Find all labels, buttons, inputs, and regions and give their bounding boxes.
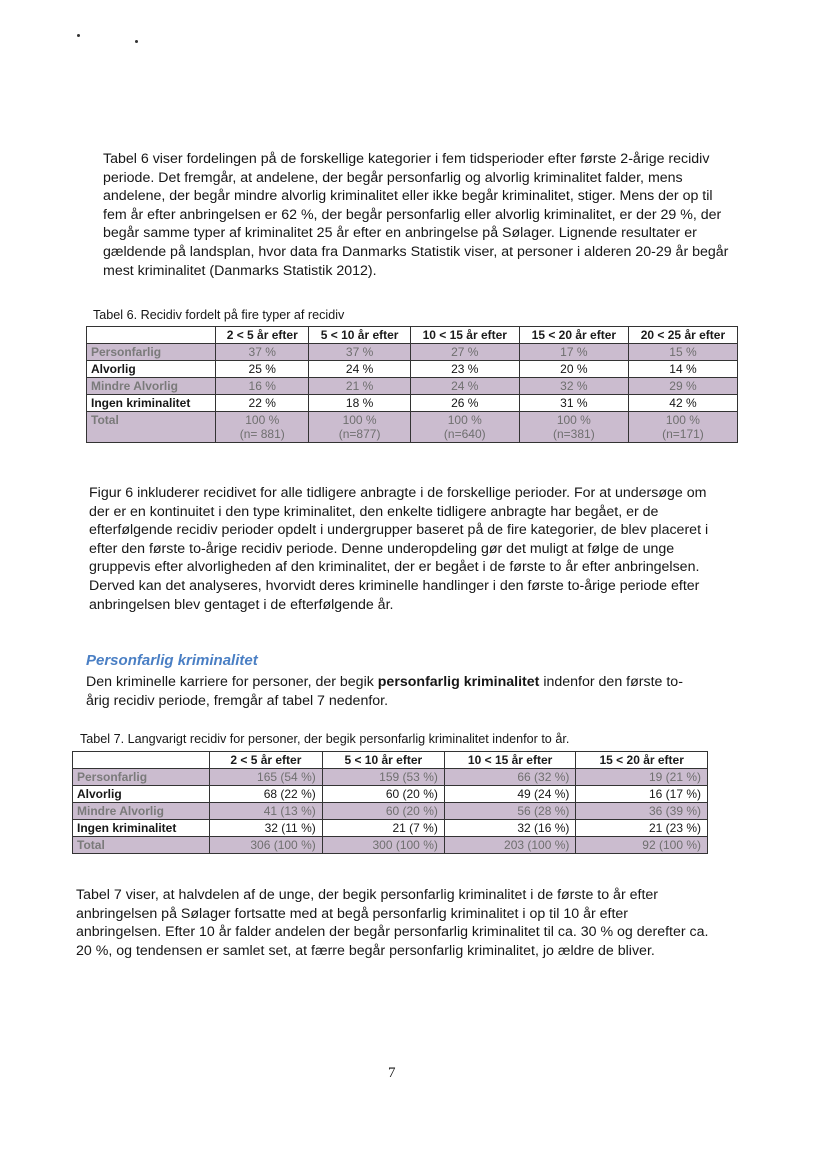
table7-caption: Tabel 7. Langvarigt recidiv for personer, der begik personfarlig kriminalitet indenfor to år. xyxy=(80,732,570,746)
table6-row-label: Personfarlig xyxy=(87,344,216,361)
table7-cell: 66 (32 %) xyxy=(444,769,576,786)
table6-cell: 31 % xyxy=(519,395,628,412)
table6-row-label: Total xyxy=(87,412,216,443)
table7-cell: 203 (100 %) xyxy=(444,837,576,854)
table7-header-row xyxy=(73,752,708,769)
table7-row-label: Mindre Alvorlig xyxy=(73,803,210,820)
table6-total-n: (n=381) xyxy=(553,427,595,441)
table6-header-col: 15 < 20 år efter xyxy=(519,327,628,344)
table6-total-cell xyxy=(410,412,519,443)
page-number: 7 xyxy=(388,1065,396,1081)
table6-header-col: 10 < 15 år efter xyxy=(410,327,519,344)
table7-cell: 60 (20 %) xyxy=(322,803,444,820)
figure6-paragraph xyxy=(89,484,729,614)
table6-cell: 42 % xyxy=(628,395,737,412)
table7-row xyxy=(73,786,708,803)
table7-cell: 306 (100 %) xyxy=(210,837,323,854)
table6-cell: 16 % xyxy=(216,378,309,395)
table6-header-corner xyxy=(87,327,216,344)
table7-cell: 60 (20 %) xyxy=(322,786,444,803)
table6-total-cell xyxy=(519,412,628,443)
table7-paragraph-text: Tabel 7 viser, at halvdelen af de unge, der begik personfarlig kriminalitet i de første to år efter anbringelsen på Sølager fortsatte med at begå personfarlig kriminalitet i op til 10 år efter anbringelsen. Efter 10 år falder andelen der begår personfarlig kriminalitet til ca. 30 % og derefter ca. 20 %, og tendensen er samlet set, at færre begår personfarlig kriminalitet, jo ældre de bliver. xyxy=(76,887,709,959)
table7-cell: 16 (17 %) xyxy=(576,786,708,803)
table7-header-col: 10 < 15 år efter xyxy=(444,752,576,769)
table7-row-label: Alvorlig xyxy=(73,786,210,803)
table6-header-col: 20 < 25 år efter xyxy=(628,327,737,344)
scan-speck xyxy=(135,40,138,43)
table6-cell: 22 % xyxy=(216,395,309,412)
table6-row-label: Alvorlig xyxy=(87,361,216,378)
table6-total-n: (n=640) xyxy=(443,427,486,441)
scan-speck xyxy=(77,34,80,37)
table6-cell: 20 % xyxy=(519,361,628,378)
section-heading: Personfarlig kriminalitet xyxy=(86,652,258,669)
table6-total-cell xyxy=(216,412,309,443)
section-paragraph-text xyxy=(86,673,706,710)
table6-cell: 17 % xyxy=(519,344,628,361)
table7-cell: 49 (24 %) xyxy=(444,786,576,803)
section-paragraph-start: Den kriminelle karriere for personer, der begik xyxy=(86,674,378,690)
table7-header-corner xyxy=(73,752,210,769)
section-paragraph xyxy=(86,673,706,710)
table7-cell: 56 (28 %) xyxy=(444,803,576,820)
table7-cell: 21 (23 %) xyxy=(576,820,708,837)
table6-cell: 18 % xyxy=(309,395,410,412)
table6-row xyxy=(87,361,738,378)
table7-paragraph xyxy=(76,886,710,960)
table6-total-n: (n=877) xyxy=(338,427,381,441)
table7-row-label: Ingen kriminalitet xyxy=(73,820,210,837)
table7-cell: 68 (22 %) xyxy=(210,786,323,803)
table6-header-col: 2 < 5 år efter xyxy=(216,327,309,344)
intro-paragraph xyxy=(103,150,733,280)
table6-total-value: 100 % xyxy=(245,413,280,427)
table6-row xyxy=(87,344,738,361)
table7-row xyxy=(73,820,708,837)
table6-total-value: 100 % xyxy=(447,413,482,427)
table7-total-row xyxy=(73,837,708,854)
table7-cell: 165 (54 %) xyxy=(210,769,323,786)
table6-total-value: 100 % xyxy=(665,413,700,427)
table6-cell: 32 % xyxy=(519,378,628,395)
table7-cell: 21 (7 %) xyxy=(322,820,444,837)
table6-cell: 37 % xyxy=(309,344,410,361)
table6-cell: 14 % xyxy=(628,361,737,378)
table7-cell: 41 (13 %) xyxy=(210,803,323,820)
table7-cell: 32 (16 %) xyxy=(444,820,576,837)
table6-cell: 24 % xyxy=(309,361,410,378)
table7-row xyxy=(73,803,708,820)
intro-paragraph-text: Tabel 6 viser fordelingen på de forskellige kategorier i fem tidsperioder efter første 2-årige recidiv periode. Det fremgår, at andelene, der begår personfarlig og alvorlig kriminalitet falder, mens andelene, der begår mindre alvorlig kriminalitet eller ikke begår kriminalitet, stiger. Mens der op til fem år efter anbringelsen er 62 %, der begår personfarlig eller alvorlig kriminalitet, er der 29 %, der begår samme typer af kriminalitet 25 år efter en anbringelse på Sølager. Lignende resultater er gældende på landsplan, hvor data fra Danmarks Statistik viser, at personer i alderen 20-29 år begår mest kriminalitet (Danmarks Statistik 2012). xyxy=(103,151,729,279)
table6-row xyxy=(87,378,738,395)
table6-row xyxy=(87,395,738,412)
table7-cell: 300 (100 %) xyxy=(322,837,444,854)
table6-cell: 24 % xyxy=(410,378,519,395)
section-paragraph-bold: personfarlig kriminalitet xyxy=(377,674,540,690)
table6 xyxy=(86,326,738,443)
table6-header-row xyxy=(87,327,738,344)
table6-cell: 26 % xyxy=(410,395,519,412)
table6-header-col: 5 < 10 år efter xyxy=(309,327,410,344)
table6-cell: 23 % xyxy=(410,361,519,378)
table7-row xyxy=(73,769,708,786)
table6-total-value: 100 % xyxy=(342,413,377,427)
figure6-paragraph-text: Figur 6 inkluderer recidivet for alle tidligere anbragte i de forskellige perioder. For at undersøge om der er en kontinuitet i den type kriminalitet, den enkelte tidligere anbragte har begået, er de efterfølgende recidiv perioder opdelt i undergrupper baseret på de fire kategorier, de blev placeret i efter den første to-årige recidiv periode. Denne underopdeling gør det muligt at følge de unge gruppevis efter alvorligheden af den kriminalitet, der er begået i de første to år efter anbringelsen. Derved kan det analyseres, hvorvidt deres kriminelle handlinger i den første to-årige periode efter anbringelsen blev gentaget i de efterfølgende år. xyxy=(89,485,709,613)
table6-total-n: (n=171) xyxy=(662,427,704,441)
table6-cell: 27 % xyxy=(410,344,519,361)
table6-row-label: Ingen kriminalitet xyxy=(87,395,216,412)
table6-total-row xyxy=(87,412,738,443)
table6-row-label: Mindre Alvorlig xyxy=(87,378,216,395)
table7-row-label: Total xyxy=(73,837,210,854)
table6-total-cell xyxy=(628,412,737,443)
table6-caption: Tabel 6. Recidiv fordelt på fire typer af recidiv xyxy=(93,308,345,322)
table7-cell: 92 (100 %) xyxy=(576,837,708,854)
table6-cell: 15 % xyxy=(628,344,737,361)
table7-cell: 19 (21 %) xyxy=(576,769,708,786)
table7-header-col: 2 < 5 år efter xyxy=(210,752,323,769)
table6-cell: 25 % xyxy=(216,361,309,378)
table6-cell: 21 % xyxy=(309,378,410,395)
table6-cell: 29 % xyxy=(628,378,737,395)
table7 xyxy=(72,751,708,854)
section-paragraph-end: indenfor den første to-årig recidiv periode, fremgår af tabel 7 nedenfor. xyxy=(86,674,683,709)
table6-cell: 37 % xyxy=(216,344,309,361)
table7-header-col: 5 < 10 år efter xyxy=(322,752,444,769)
table7-cell: 36 (39 %) xyxy=(576,803,708,820)
table7-header-col: 15 < 20 år efter xyxy=(576,752,708,769)
table7-row-label: Personfarlig xyxy=(73,769,210,786)
table6-total-value: 100 % xyxy=(556,413,591,427)
table7-cell: 159 (53 %) xyxy=(322,769,444,786)
table6-total-n: (n= 881) xyxy=(239,427,285,441)
table6-total-cell xyxy=(309,412,410,443)
table7-cell: 32 (11 %) xyxy=(210,820,323,837)
